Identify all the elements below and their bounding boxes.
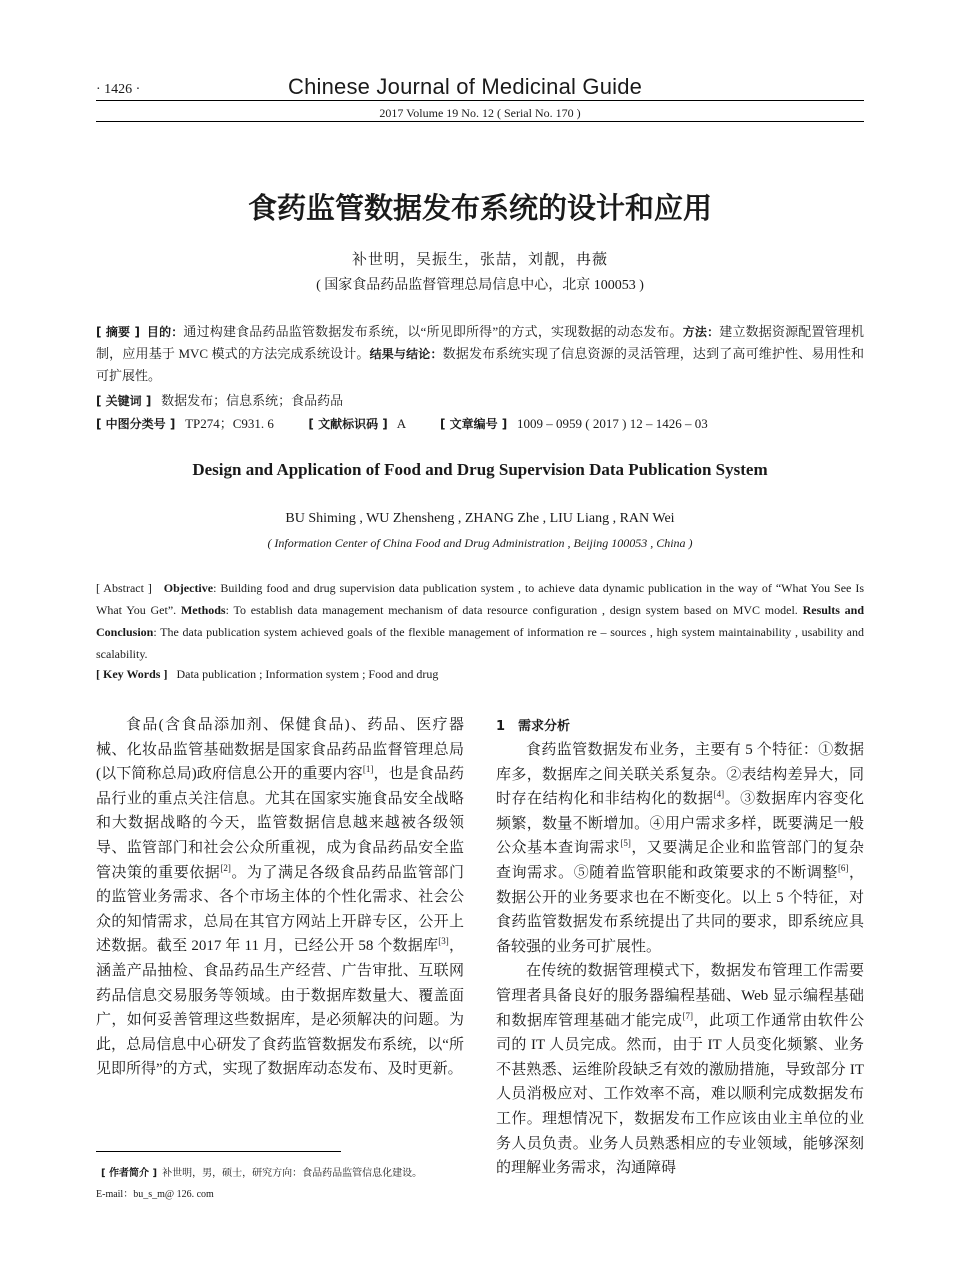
section-heading: 1 需求分析 — [496, 719, 571, 734]
title-chinese: 食药监管数据发布系统的设计和应用 — [247, 191, 712, 225]
journal-name: Chinese Journal of Medicinal Guide — [288, 74, 643, 99]
objective-label: 目的： — [146, 325, 184, 339]
issue-info: 2017 Volume 19 No. 12 ( Serial No. 170 ) — [379, 106, 581, 120]
results-en-label: Results and Conclusion — [96, 603, 865, 639]
objective-en-text: : Building food and drug supervision data publication system , to achieve data dynamic publication in the way of “What You See Is What You Get”. — [96, 581, 865, 617]
citation[interactable]: [1] — [362, 764, 374, 775]
doc-code-label: [ 文献标识码 ] — [308, 417, 388, 431]
article-number-value: 1009 – 0959 ( 2017 ) 12 – 1426 – 03 — [517, 416, 708, 431]
keywords-en-value: Data publication ; Information system ; Food and drug — [176, 667, 439, 681]
citation[interactable]: [4] — [713, 789, 725, 800]
keywords-en-label: [ Key Words ] — [96, 667, 168, 681]
result-label: 结果与结论： — [369, 347, 443, 361]
author-email[interactable]: E-mail：bu_s_m@ 126. com — [96, 1189, 214, 1200]
paragraph: 在传统的数据管理模式下，数据发布管理工作需要管理者具备良好的服务器编程基础、Web 显示编程基础和数据库管理基础才能完成[7]，此项工作通常由软件公司的 IT 人员完成。然而，由于 IT 人员变化频繁、业务不甚熟悉、运维阶段缺乏有效的激励措施，导致部分 IT 人员消极应对、工作效率不高，难以顺利完成数据发布工作。理想情况下，数据发布工作应该由业主单位的业务人员负责。业务人员熟悉相应的专业领域，能够深刻的理解业务需求，沟通障碍 — [496, 963, 864, 1177]
methods-en-text: : To establish data management mechanism of data resource configuration , design system based on MVC model. — [225, 603, 798, 617]
affiliation-chinese: ( 国家食品药品监督管理总局信息中心，北京 100053 ) — [316, 278, 644, 293]
authors-english: BU Shiming , WU Zhensheng , ZHANG Zhe , LIU Liang , RAN Wei — [285, 511, 675, 526]
citation[interactable]: [3] — [438, 936, 449, 947]
title-english: Design and Application of Food and Drug Supervision Data Publication System — [192, 460, 768, 479]
method-label: 方法： — [682, 325, 720, 339]
affiliation-english: ( Information Center of China Food and Drug Administration , Beijing 100053 , China ) — [267, 536, 693, 550]
footnote-rule — [96, 1151, 341, 1152]
citation[interactable]: [6] — [837, 862, 849, 873]
classification-line — [96, 413, 864, 432]
header-rule-bottom — [96, 121, 864, 122]
method-text: 建立数据资源配置管理机制，应用基于 MVC 模式的方法完成系统设计。 — [96, 324, 865, 361]
author-bio: 补世明，男，硕士，研究方向：食品药品监管信息化建设。 — [162, 1168, 423, 1179]
page-number: · 1426 · — [96, 82, 141, 97]
citation[interactable]: [5] — [620, 838, 631, 849]
result-text: 数据发布系统实现了信息资源的灵活管理，达到了高可维护性、易用性和可扩展性。 — [96, 346, 864, 383]
abstract-en-label: [ Abstract ] — [96, 581, 152, 595]
article-number-label: [ 文章编号 ] — [439, 417, 508, 431]
results-en-text: : The data publication system achieved goals of the flexible management of information re – sources , high system maintainability , usability and scalability. — [96, 625, 864, 661]
doc-code-value: A — [396, 416, 406, 431]
abstract-english — [96, 577, 864, 665]
citation[interactable]: [2] — [220, 862, 231, 873]
keywords-english — [96, 667, 864, 682]
footnote — [96, 1163, 422, 1205]
objective-en-label: Objective — [163, 581, 214, 595]
keywords-label: [ 关键词 ] — [96, 394, 152, 408]
abstract-chinese — [96, 321, 864, 387]
body-column-right — [496, 738, 864, 1181]
objective-text: 通过构建食品药品监管数据发布系统，以“所见即所得”的方式，实现数据的动态发布。 — [183, 324, 683, 339]
body-column-left — [96, 713, 464, 1082]
header-rule-top — [96, 100, 864, 101]
clc-label: [ 中图分类号 ] — [96, 417, 176, 431]
keywords-chinese — [96, 390, 864, 409]
clc-value: TP274；C931. 6 — [185, 416, 274, 431]
footnote-label: [ 作者简介 ] — [101, 1168, 158, 1179]
abstract-label: [ 摘要 ] — [96, 325, 141, 339]
methods-en-label: Methods — [180, 603, 226, 617]
keywords-value: 数据发布；信息系统；食品药品 — [161, 393, 344, 408]
paragraph: 食品(含食品添加剂、保健食品)、药品、医疗器械、化妆品监管基础数据是国家食品药品监督管理总局(以下简称总局)政府信息公开的重要内容[1]，也是食品药品行业的重点关注信息。尤其在国家实施食品安全战略和大数据战略的今天，监管数据信息越来越被各级领导、监管部门和社会公众所重视，成为食品药品安全监管决策的重要依据[2]。为了满足各级食品药品监管部门的监管业务需求、各个市场主体的个性化需求、社会公众的知情需求，总局在其官方网站上开辟专区，公开上述数据。截至 2017 年 11 月，已经公开 58 个数据库[3]，涵盖产品抽检、食品药品生产经营、广告审批、互联网药品信息交易服务等领域。由于数据库数量大、覆盖面广，如何妥善管理这些数据库，是必须解决的问题。为此，总局信息中心研发了食药监管数据发布系统，以“所见即所得”的方式，实现了数据库动态发布、及时更新。 — [96, 717, 464, 1078]
authors-chinese: 补世明，吴振生，张喆，刘靓，冉薇 — [351, 252, 608, 268]
citation[interactable]: [7] — [682, 1010, 694, 1021]
paragraph: 食药监管数据发布业务，主要有 5 个特征：①数据库多，数据库之间关联关系复杂。②表结构差异大，同时存在结构化和非结构化的数据[4]。③数据库内容变化频繁，数量不断增加。④用户需求多样，既要满足一般公众基本查询需求[5]，又要满足企业和监管部门的复杂查询需求。⑤随着监管职能和政策要求的不断调整[6]，数据公开的业务要求也在不断变化。以上 5 个特征，对食药监管数据发布系统提出了共同的要求，即系统应具备较强的业务可扩展性。 — [496, 742, 864, 955]
